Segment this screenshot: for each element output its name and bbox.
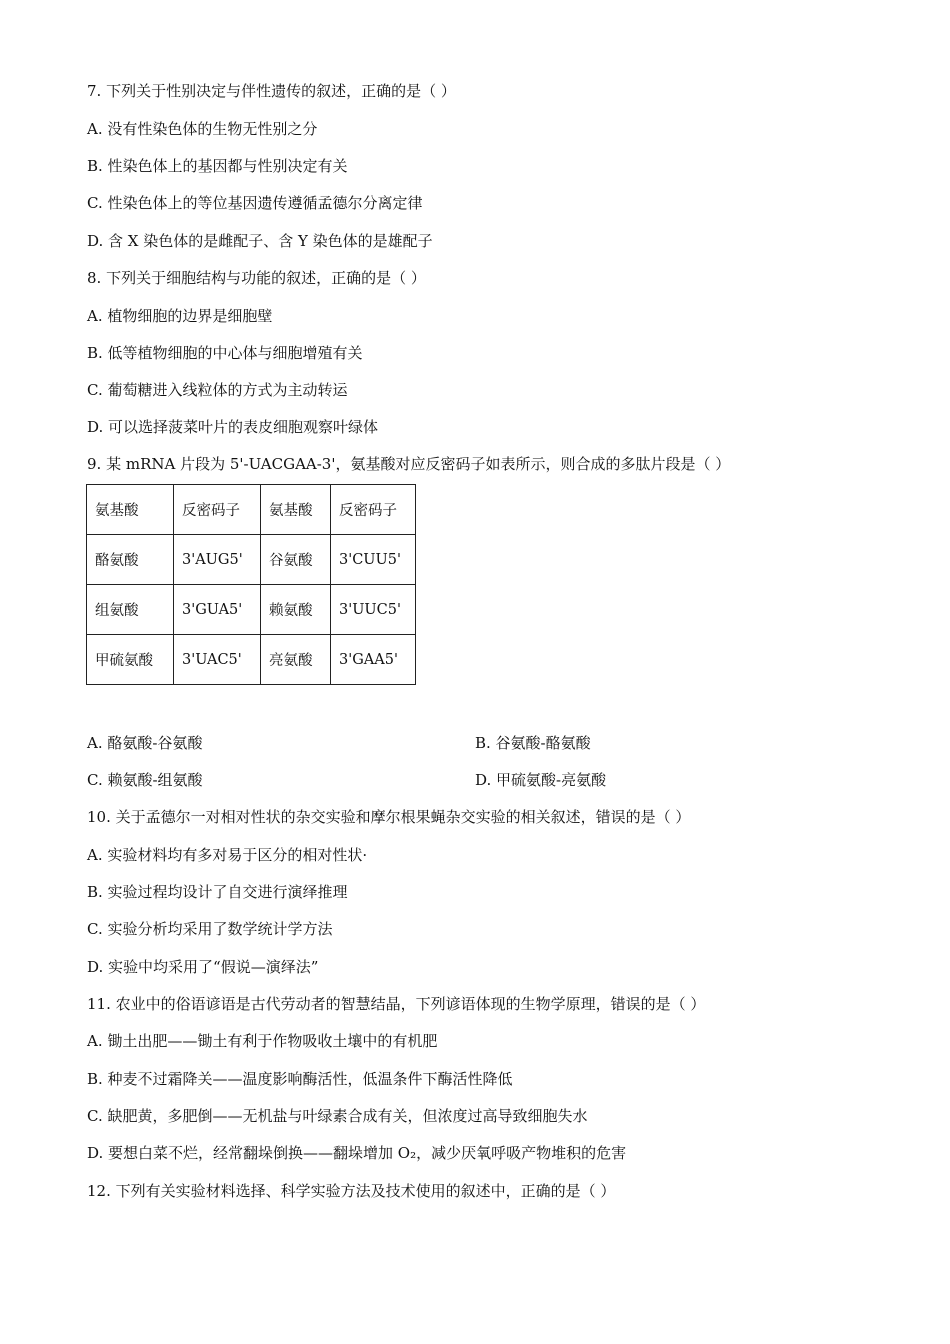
table-cell: 甲硫氨酸 xyxy=(87,635,174,685)
table-cell: 3'GUA5' xyxy=(174,585,261,635)
question-7-option-a: A. 没有性染色体的生物无性别之分 xyxy=(87,120,318,138)
table-cell: 3'UUC5' xyxy=(331,585,416,635)
question-10-stem: 10. 关于孟德尔一对相对性状的杂交实验和摩尔根果蝇杂交实验的相关叙述，错误的是（ ） xyxy=(87,808,691,826)
table-header-cell: 反密码子 xyxy=(331,485,416,535)
question-8-option-a: A. 植物细胞的边界是细胞壁 xyxy=(87,307,273,325)
question-9-option-d: D. 甲硫氨酸-亮氨酸 xyxy=(475,771,607,789)
table-row xyxy=(87,535,416,585)
question-10-option-b: B. 实验过程均设计了自交进行演绎推理 xyxy=(87,883,348,901)
table-header-row xyxy=(87,485,416,535)
table-cell: 3'CUU5' xyxy=(331,535,416,585)
question-10-option-d: D. 实验中均采用了“假说—演绎法” xyxy=(87,958,319,976)
table-cell: 赖氨酸 xyxy=(261,585,331,635)
table-cell: 亮氨酸 xyxy=(261,635,331,685)
table-header-cell: 反密码子 xyxy=(174,485,261,535)
question-11-option-c: C. 缺肥黄，多肥倒——无机盐与叶绿素合成有关，但浓度过高导致细胞失水 xyxy=(87,1107,588,1125)
question-11-stem: 11. 农业中的俗语谚语是古代劳动者的智慧结晶，下列谚语体现的生物学原理，错误的是（ ） xyxy=(87,995,706,1013)
anticodon-table xyxy=(86,484,416,685)
question-11-option-b: B. 种麦不过霜降关——温度影响酶活性，低温条件下酶活性降低 xyxy=(87,1070,513,1088)
question-9-option-c: C. 赖氨酸-组氨酸 xyxy=(87,771,203,789)
table-cell: 组氨酸 xyxy=(87,585,174,635)
table-cell: 3'AUG5' xyxy=(174,535,261,585)
table-cell: 3'UAC5' xyxy=(174,635,261,685)
question-9-option-a: A. 酪氨酸-谷氨酸 xyxy=(87,734,203,752)
question-8-option-c: C. 葡萄糖进入线粒体的方式为主动转运 xyxy=(87,381,348,399)
table-row xyxy=(87,585,416,635)
table-header-cell: 氨基酸 xyxy=(261,485,331,535)
question-8-option-d: D. 可以选择菠菜叶片的表皮细胞观察叶绿体 xyxy=(87,418,379,436)
question-11-option-a: A. 锄土出肥——锄土有利于作物吸收土壤中的有机肥 xyxy=(87,1032,438,1050)
question-7-option-b: B. 性染色体上的基因都与性别决定有关 xyxy=(87,157,348,175)
question-12-stem: 12. 下列有关实验材料选择、科学实验方法及技术使用的叙述中，正确的是（ ） xyxy=(87,1182,616,1200)
table-header-cell: 氨基酸 xyxy=(87,485,174,535)
table-cell: 酪氨酸 xyxy=(87,535,174,585)
question-7-stem: 7. 下列关于性别决定与伴性遗传的叙述，正确的是（ ） xyxy=(87,82,456,100)
question-7-option-d: D. 含 X 染色体的是雌配子、含 Y 染色体的是雄配子 xyxy=(87,232,433,250)
question-7-option-c: C. 性染色体上的等位基因遗传遵循孟德尔分离定律 xyxy=(87,194,423,212)
question-8-option-b: B. 低等植物细胞的中心体与细胞增殖有关 xyxy=(87,344,363,362)
question-9-stem: 9. 某 mRNA 片段为 5'-UACGAA-3'，氨基酸对应反密码子如表所示，则合成的多肽片段是（ ） xyxy=(87,455,731,473)
question-8-stem: 8. 下列关于细胞结构与功能的叙述，正确的是（ ） xyxy=(87,269,426,287)
question-10-option-a: A. 实验材料均有多对易于区分的相对性状· xyxy=(87,846,368,864)
table-cell: 3'GAA5' xyxy=(331,635,416,685)
question-10-option-c: C. 实验分析均采用了数学统计学方法 xyxy=(87,920,333,938)
question-9-option-b: B. 谷氨酸-酪氨酸 xyxy=(475,734,591,752)
table-cell: 谷氨酸 xyxy=(261,535,331,585)
question-11-option-d: D. 要想白菜不烂，经常翻垛倒换——翻垛增加 O₂，减少厌氧呼吸产物堆积的危害 xyxy=(87,1144,627,1162)
table-row xyxy=(87,635,416,685)
